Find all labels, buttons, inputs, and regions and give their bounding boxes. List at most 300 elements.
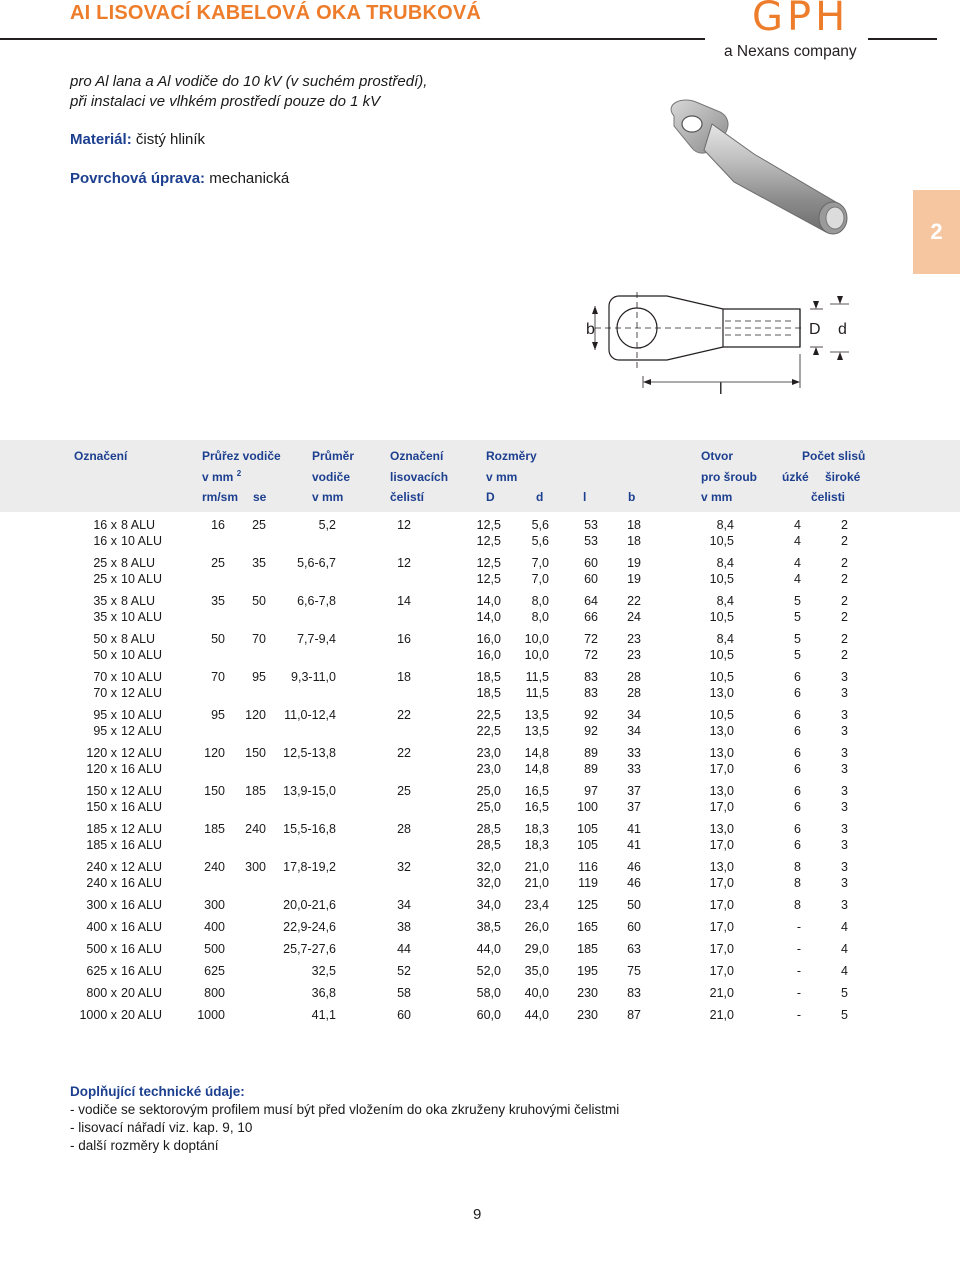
header-l: l	[583, 490, 587, 504]
cell-uzke: -	[796, 942, 801, 956]
cell-D: 14,0	[476, 610, 501, 624]
table-row	[0, 822, 960, 838]
header-oznaceni-lis-2: lisovacích	[390, 470, 449, 484]
cell-siroke: 2	[841, 632, 848, 646]
cell-b: 75	[627, 964, 641, 978]
header-se: se	[253, 490, 267, 504]
cell-l: 195	[577, 964, 598, 978]
cell-l: 105	[577, 838, 598, 852]
cell-siroke: 2	[841, 572, 848, 586]
cell-size-prefix: 95 x	[93, 724, 117, 738]
cell-prurez-rm: 400	[204, 920, 225, 934]
cell-otvor: 13,0	[709, 724, 734, 738]
header-siroke: široké	[825, 470, 861, 484]
cell-D: 18,5	[476, 686, 501, 700]
cell-d: 18,3	[524, 838, 549, 852]
cell-D: 12,5	[476, 556, 501, 570]
cell-uzke: 5	[794, 594, 801, 608]
cell-d: 16,5	[524, 800, 549, 814]
cell-b: 50	[627, 898, 641, 912]
cell-prumer: 5,6-6,7	[297, 556, 336, 570]
cell-prurez-rm: 50	[211, 632, 225, 646]
cell-l: 230	[577, 986, 598, 1000]
table-row	[0, 670, 960, 686]
cell-size-alu: 16 ALU	[121, 800, 163, 814]
cell-uzke: -	[796, 986, 801, 1000]
cell-size-prefix: 150 x	[86, 800, 117, 814]
cell-prurez-rm: 16	[211, 518, 225, 532]
cell-size-alu: 10 ALU	[121, 670, 163, 684]
cell-b: 18	[627, 518, 641, 532]
header-prumer-2: vodiče	[312, 470, 351, 484]
cell-uzke: 5	[794, 632, 801, 646]
cell-prumer: 15,5-16,8	[283, 822, 336, 836]
cell-l: 83	[584, 686, 598, 700]
diagram-label-d: d	[838, 321, 847, 338]
cell-celisti: 38	[397, 920, 411, 934]
cell-size-alu: 8 ALU	[121, 518, 156, 532]
cell-size-prefix: 185 x	[86, 822, 117, 836]
cell-uzke: 5	[794, 648, 801, 662]
cell-otvor: 17,0	[709, 800, 734, 814]
cell-celisti: 58	[397, 986, 411, 1000]
cell-size-prefix: 1000 x	[79, 1008, 117, 1022]
cell-size-alu: 16 ALU	[121, 964, 163, 978]
cell-b: 23	[627, 632, 641, 646]
cell-otvor: 10,5	[709, 610, 734, 624]
cell-siroke: 5	[841, 1008, 848, 1022]
cell-l: 116	[578, 860, 598, 874]
cell-D: 60,0	[476, 1008, 501, 1022]
cell-l: 125	[577, 898, 598, 912]
cell-prurez-rm: 95	[211, 708, 225, 722]
cell-l: 89	[584, 746, 598, 760]
table-row	[0, 610, 960, 626]
cell-D: 23,0	[476, 762, 501, 776]
header-d: d	[536, 490, 544, 504]
cell-b: 63	[627, 942, 641, 956]
cell-size-alu: 16 ALU	[121, 942, 163, 956]
cell-b: 37	[627, 800, 641, 814]
diagram-label-l: l	[719, 381, 723, 398]
cell-uzke: 6	[794, 686, 801, 700]
cell-size-alu: 16 ALU	[121, 920, 163, 934]
cell-prurez-rm: 35	[211, 594, 225, 608]
cell-uzke: -	[796, 964, 801, 978]
cell-uzke: 4	[794, 556, 801, 570]
cell-d: 44,0	[524, 1008, 549, 1022]
cell-size-prefix: 16 x	[93, 534, 117, 548]
cell-prumer: 12,5-13,8	[283, 746, 336, 760]
chapter-tab: 2	[913, 190, 960, 274]
header-prumer-unit: v mm	[312, 490, 344, 504]
cell-size-prefix: 185 x	[86, 838, 117, 852]
cell-d: 16,5	[524, 784, 549, 798]
table-row	[0, 942, 960, 958]
table-row	[0, 762, 960, 778]
cell-size-prefix: 240 x	[86, 860, 117, 874]
cell-celisti: 22	[397, 708, 411, 722]
cell-l: 53	[584, 534, 598, 548]
cell-l: 72	[584, 632, 598, 646]
cell-prumer: 5,2	[318, 518, 336, 532]
table-row	[0, 534, 960, 550]
notes-heading: Doplňující technické údaje:	[70, 1084, 245, 1099]
cell-celisti: 18	[397, 670, 411, 684]
cell-b: 41	[627, 822, 641, 836]
cell-l: 66	[584, 610, 598, 624]
surface-line	[70, 170, 289, 187]
cell-otvor: 17,0	[709, 964, 734, 978]
cell-l: 97	[584, 784, 598, 798]
table-row	[0, 708, 960, 724]
table-row	[0, 986, 960, 1002]
header-rule-right	[868, 38, 937, 40]
cell-b: 24	[627, 610, 641, 624]
header-prurez-unit-text: v mm	[202, 470, 234, 484]
cell-l: 60	[584, 572, 598, 586]
cell-siroke: 2	[841, 594, 848, 608]
material-label: Materiál:	[70, 131, 132, 148]
cell-size-alu: 12 ALU	[121, 860, 163, 874]
surface-label: Povrchová úprava:	[70, 170, 206, 187]
table-row	[0, 724, 960, 740]
cell-size-alu: 16 ALU	[121, 876, 163, 890]
cell-D: 28,5	[476, 822, 501, 836]
surface-value: mechanická	[209, 170, 290, 187]
cell-b: 22	[627, 594, 641, 608]
cell-size-prefix: 625 x	[86, 964, 117, 978]
header-pocet: Počet slisů	[802, 449, 866, 463]
cell-otvor: 8,4	[716, 556, 734, 570]
table-row	[0, 572, 960, 588]
cell-siroke: 2	[841, 518, 848, 532]
cell-d: 11,5	[525, 670, 549, 684]
table-header	[0, 440, 960, 512]
cell-size-alu: 16 ALU	[121, 838, 163, 852]
cell-size-prefix: 25 x	[93, 556, 117, 570]
cell-celisti: 25	[397, 784, 411, 798]
cell-size-prefix: 500 x	[86, 942, 117, 956]
cell-uzke: 6	[794, 762, 801, 776]
header-otvor-2: pro šroub	[701, 470, 757, 484]
cell-d: 14,8	[524, 762, 549, 776]
cell-prumer: 13,9-15,0	[283, 784, 336, 798]
cell-prumer: 11,0-12,4	[284, 708, 336, 722]
page-title: AI LISOVACÍ KABELOVÁ OKA TRUBKOVÁ	[70, 2, 482, 24]
cell-otvor: 13,0	[709, 860, 734, 874]
table-row	[0, 860, 960, 876]
cell-D: 52,0	[476, 964, 501, 978]
table-row	[0, 838, 960, 854]
cell-uzke: -	[796, 1008, 801, 1022]
cell-size-prefix: 70 x	[93, 670, 117, 684]
cell-size-alu: 16 ALU	[121, 898, 163, 912]
cell-otvor: 13,0	[709, 822, 734, 836]
cell-uzke: 8	[794, 898, 801, 912]
cell-siroke: 5	[841, 986, 848, 1000]
cell-size-alu: 12 ALU	[121, 686, 163, 700]
note-item: - další rozměry k doptání	[70, 1138, 219, 1153]
cell-size-alu: 20 ALU	[121, 986, 163, 1000]
technical-notes	[70, 1083, 619, 1155]
cell-uzke: 8	[794, 876, 801, 890]
cell-size-alu: 12 ALU	[121, 724, 163, 738]
cell-D: 32,0	[476, 876, 501, 890]
cell-celisti: 14	[397, 594, 411, 608]
cell-celisti: 12	[397, 556, 411, 570]
cell-otvor: 13,0	[709, 746, 734, 760]
table-row	[0, 686, 960, 702]
cell-otvor: 17,0	[709, 876, 734, 890]
cell-siroke: 4	[841, 942, 848, 956]
cell-b: 23	[627, 648, 641, 662]
header-oznaceni-lis-3: čelistí	[390, 490, 425, 504]
cell-prurez-rm: 120	[204, 746, 225, 760]
cell-siroke: 2	[841, 648, 848, 662]
cell-prurez-rm: 800	[204, 986, 225, 1000]
header-rmsm: rm/sm	[202, 490, 239, 504]
cell-otvor: 13,0	[709, 686, 734, 700]
cell-siroke: 3	[841, 898, 848, 912]
cell-b: 37	[627, 784, 641, 798]
table-row	[0, 1008, 960, 1024]
cell-D: 23,0	[476, 746, 501, 760]
cell-l: 72	[584, 648, 598, 662]
cell-size-alu: 8 ALU	[121, 556, 156, 570]
cell-prurez-se: 50	[252, 594, 266, 608]
cell-otvor: 21,0	[709, 1008, 734, 1022]
cell-D: 32,0	[476, 860, 501, 874]
cell-siroke: 3	[841, 724, 848, 738]
table-row	[0, 920, 960, 936]
cell-otvor: 10,5	[709, 534, 734, 548]
cell-uzke: 4	[794, 572, 801, 586]
cell-prumer: 20,0-21,6	[283, 898, 336, 912]
cell-b: 33	[627, 746, 641, 760]
cell-celisti: 12	[397, 518, 411, 532]
header-prurez-unit	[202, 470, 241, 484]
cell-D: 16,0	[476, 632, 501, 646]
cell-b: 34	[627, 708, 641, 722]
cell-uzke: -	[796, 920, 801, 934]
header-prurez: Průřez vodiče	[202, 449, 281, 463]
cell-size-alu: 16 ALU	[121, 762, 163, 776]
cell-b: 46	[627, 876, 641, 890]
cell-siroke: 3	[841, 670, 848, 684]
header-otvor: Otvor	[701, 449, 734, 463]
cell-siroke: 2	[841, 610, 848, 624]
cell-siroke: 3	[841, 838, 848, 852]
cell-siroke: 3	[841, 746, 848, 760]
cell-siroke: 2	[841, 534, 848, 548]
header-rozmery: Rozměry	[486, 449, 537, 463]
table-row	[0, 898, 960, 914]
cell-l: 100	[577, 800, 598, 814]
cell-siroke: 3	[841, 762, 848, 776]
cell-size-prefix: 150 x	[86, 784, 117, 798]
cell-size-prefix: 95 x	[93, 708, 117, 722]
cell-size-alu: 20 ALU	[121, 1008, 163, 1022]
cell-siroke: 3	[841, 800, 848, 814]
header-celisti: čelisti	[811, 490, 846, 504]
cell-uzke: 6	[794, 784, 801, 798]
cell-size-alu: 10 ALU	[121, 534, 163, 548]
cell-siroke: 4	[841, 964, 848, 978]
header-rule-left	[0, 38, 705, 40]
note-item: - lisovací nářadí viz. kap. 9, 10	[70, 1120, 253, 1135]
cell-D: 12,5	[476, 534, 501, 548]
cell-D: 14,0	[476, 594, 501, 608]
cell-D: 22,5	[476, 724, 501, 738]
cell-l: 89	[584, 762, 598, 776]
cell-b: 33	[627, 762, 641, 776]
table-row	[0, 632, 960, 648]
cell-size-prefix: 50 x	[93, 648, 117, 662]
cell-b: 83	[627, 986, 641, 1000]
header-D: D	[486, 490, 495, 504]
cell-size-alu: 12 ALU	[121, 746, 163, 760]
cell-size-alu: 10 ALU	[121, 708, 163, 722]
cell-size-prefix: 400 x	[86, 920, 117, 934]
cell-uzke: 5	[794, 610, 801, 624]
cell-l: 185	[577, 942, 598, 956]
cell-otvor: 17,0	[709, 762, 734, 776]
cell-prumer: 32,5	[311, 964, 336, 978]
cell-otvor: 10,5	[709, 572, 734, 586]
cell-prurez-se: 185	[245, 784, 266, 798]
cell-uzke: 6	[794, 822, 801, 836]
table-row	[0, 648, 960, 664]
cell-otvor: 8,4	[716, 632, 734, 646]
dimension-drawing	[586, 284, 860, 398]
cell-size-alu: 8 ALU	[121, 594, 156, 608]
cell-d: 5,6	[531, 518, 549, 532]
cell-prumer: 9,3-11,0	[291, 670, 336, 684]
cell-uzke: 4	[794, 534, 801, 548]
logo-subtitle: a Nexans company	[724, 43, 857, 60]
cell-d: 5,6	[531, 534, 549, 548]
cell-l: 53	[584, 518, 598, 532]
cell-b: 28	[627, 686, 641, 700]
cell-D: 18,5	[476, 670, 501, 684]
cell-b: 46	[627, 860, 641, 874]
cell-l: 83	[584, 670, 598, 684]
cell-siroke: 3	[841, 686, 848, 700]
header-oznaceni: Označení	[74, 449, 128, 463]
cell-siroke: 2	[841, 556, 848, 570]
cell-prurez-rm: 25	[211, 556, 225, 570]
cell-prurez-rm: 300	[204, 898, 225, 912]
cell-l: 165	[577, 920, 598, 934]
intro-line-1: pro Al lana a Al vodiče do 10 kV (v suchém prostředí),	[70, 73, 428, 90]
cell-D: 22,5	[476, 708, 501, 722]
cell-celisti: 28	[397, 822, 411, 836]
cell-celisti: 32	[397, 860, 411, 874]
cell-uzke: 6	[794, 724, 801, 738]
cell-size-prefix: 25 x	[93, 572, 117, 586]
cell-prurez-se: 95	[252, 670, 266, 684]
cell-D: 12,5	[476, 572, 501, 586]
cell-prurez-rm: 70	[211, 670, 225, 684]
cell-D: 58,0	[476, 986, 501, 1000]
cell-l: 105	[577, 822, 598, 836]
cell-celisti: 52	[397, 964, 411, 978]
diagram-label-b: b	[586, 321, 595, 338]
cell-otvor: 10,5	[709, 648, 734, 662]
cell-d: 7,0	[531, 556, 549, 570]
cell-prumer: 7,7-9,4	[297, 632, 336, 646]
cell-D: 38,5	[476, 920, 501, 934]
cell-prurez-se: 120	[245, 708, 266, 722]
cell-otvor: 10,5	[709, 670, 734, 684]
cell-D: 28,5	[476, 838, 501, 852]
cell-prumer: 17,8-19,2	[283, 860, 336, 874]
cell-d: 21,0	[524, 860, 549, 874]
table-row	[0, 518, 960, 534]
cell-celisti: 22	[397, 746, 411, 760]
cell-l: 119	[578, 876, 598, 890]
cell-siroke: 3	[841, 784, 848, 798]
cell-b: 19	[627, 572, 641, 586]
diagram-label-D: D	[809, 321, 821, 338]
header-rozmery-unit: v mm	[486, 470, 518, 484]
cell-size-prefix: 70 x	[93, 686, 117, 700]
page-number: 9	[473, 1206, 482, 1223]
cell-size-alu: 10 ALU	[121, 648, 163, 662]
header-b: b	[628, 490, 636, 504]
cell-l: 92	[584, 708, 598, 722]
cell-prurez-rm: 625	[204, 964, 225, 978]
cell-D: 44,0	[476, 942, 501, 956]
table-row	[0, 556, 960, 572]
cell-D: 34,0	[476, 898, 501, 912]
cell-D: 16,0	[476, 648, 501, 662]
cell-d: 29,0	[524, 942, 549, 956]
cell-celisti: 16	[397, 632, 411, 646]
cell-celisti: 34	[397, 898, 411, 912]
cell-b: 28	[627, 670, 641, 684]
intro-text	[70, 72, 427, 112]
cell-size-alu: 10 ALU	[121, 572, 163, 586]
cell-prurez-se: 70	[252, 632, 266, 646]
cell-d: 35,0	[524, 964, 549, 978]
cell-d: 26,0	[524, 920, 549, 934]
cell-l: 64	[584, 594, 598, 608]
cell-size-prefix: 16 x	[93, 518, 117, 532]
cell-otvor: 13,0	[709, 784, 734, 798]
cell-size-prefix: 120 x	[86, 746, 117, 760]
cell-prumer: 25,7-27,6	[283, 942, 336, 956]
cell-size-prefix: 50 x	[93, 632, 117, 646]
note-item: - vodiče se sektorovým profilem musí být před vložením do oka zkruženy kruhovými čelistmi	[70, 1102, 620, 1117]
cell-b: 34	[627, 724, 641, 738]
cell-otvor: 17,0	[709, 920, 734, 934]
cell-size-alu: 10 ALU	[121, 610, 163, 624]
cell-prumer: 36,8	[311, 986, 336, 1000]
cell-d: 8,0	[531, 594, 549, 608]
cell-otvor: 8,4	[716, 594, 734, 608]
cell-celisti: 44	[397, 942, 411, 956]
cell-l: 60	[584, 556, 598, 570]
cell-size-prefix: 240 x	[86, 876, 117, 890]
cell-prurez-se: 300	[245, 860, 266, 874]
intro-line-2: při instalaci ve vlhkém prostředí pouze do 1 kV	[70, 93, 381, 110]
cell-otvor: 17,0	[709, 942, 734, 956]
cell-otvor: 17,0	[709, 898, 734, 912]
cell-d: 18,3	[524, 822, 549, 836]
cell-prumer: 22,9-24,6	[283, 920, 336, 934]
